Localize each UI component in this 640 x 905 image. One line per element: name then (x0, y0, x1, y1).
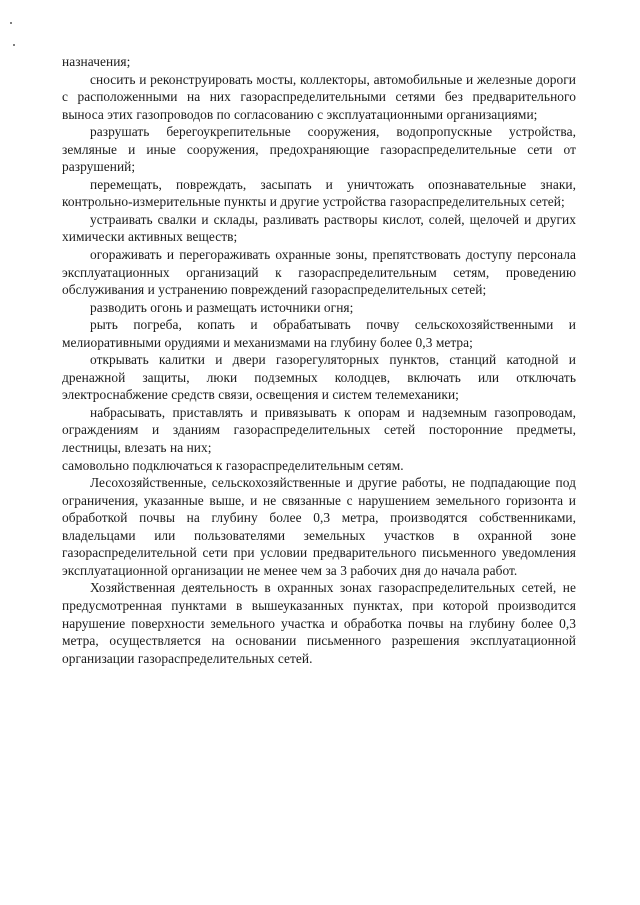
paragraph: перемещать, повреждать, засыпать и уничтожать опознавательные знаки, контрольно-измерительные пункты и другие устройства газораспределительных сетей; (62, 176, 576, 210)
paragraph: сносить и реконструировать мосты, коллекторы, автомобильные и железные дороги с расположенными на них газораспределительными сетями без предварительного выноса этих газопроводов по согласованию с эксплуатационными организациями; (62, 71, 576, 122)
paragraph: набрасывать, приставлять и привязывать к опорам и надземным газопроводам, ограждениям и зданиям газораспределительных сетей посторонние предметы, лестницы, влезать на них; (62, 404, 576, 456)
paragraph: рыть погреба, копать и обрабатывать почву сельскохозяйственными и мелиоративными орудиями и механизмами на глубину более 0,3 метра; (62, 317, 576, 350)
document-body (62, 53, 576, 667)
paragraph: открывать калитки и двери газорегуляторных пунктов, станций катодной и дренажной защиты, люки подземных колодцев, включать или отключать электроснабжение средств связи, освещения и систем телемеханики; (62, 352, 576, 403)
paragraph: самовольно подключаться к газораспределительным сетям. (62, 457, 404, 473)
scan-speck (13, 44, 15, 46)
paragraph: разводить огонь и размещать источники огня; (90, 299, 354, 315)
paragraph: устраивать свалки и склады, разливать растворы кислот, солей, щелочей и других химически активных веществ; (62, 211, 576, 245)
paragraph: разрушать берегоукрепительные сооружения, водопропускные устройства, земляные и иные сооружения, предохраняющие газораспределительные сети от разрушений; (62, 124, 576, 175)
paragraph: Лесохозяйственные, сельскохозяйственные и другие работы, не подпадающие под ограничения, указанные выше, и не связанные с нарушением земельного горизонта и обработкой почвы на глубину более 0,3 метра, производятся собственниками, владельцами или пользователями земельных участков в охранной зоне газораспределительной сети при условии предварительного письменного уведомления эксплуатационной организации не менее чем за 3 рабочих дня до начала работ. (62, 475, 576, 578)
paragraph: Хозяйственная деятельность в охранных зонах газораспределительных сетей, не предусмотренная пунктами в вышеуказанных пунктах, при которой производится нарушение поверхности земельного участка и обработка почвы на глубину более 0,3 метра, осуществляется на основании письменного разрешения эксплуатационной организации газораспределительных сетей. (62, 580, 576, 666)
paragraph: назначения; (62, 54, 131, 69)
paragraph: огораживать и перегораживать охранные зоны, препятствовать доступу персонала эксплуатационных организаций к газораспределительным сетям, проведению обслуживания и устранению повреждений газораспределительных сетей; (62, 247, 576, 298)
scan-speck (10, 22, 12, 24)
